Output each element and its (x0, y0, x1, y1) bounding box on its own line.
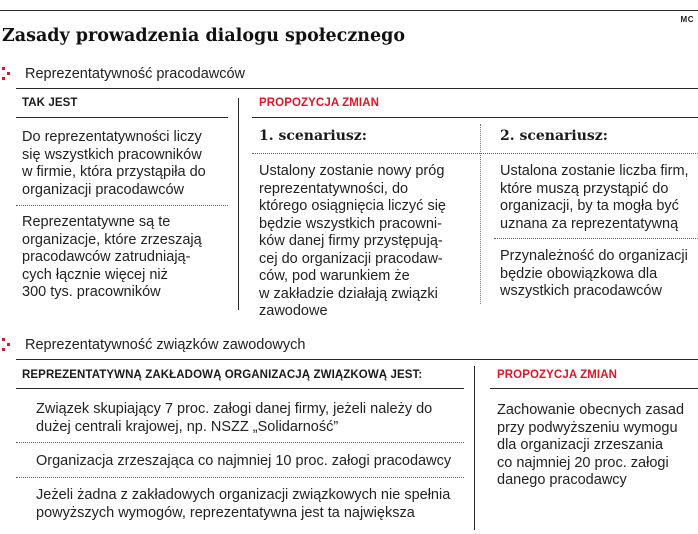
scenario-header-rule (252, 153, 698, 154)
scenario-1-title: 1. scenariusz: (259, 128, 367, 144)
union-divider-1 (16, 442, 464, 443)
union-criterion-2: Organizacja zrzeszająca co najmniej 10 proc. załogi pracodawcy (36, 453, 452, 469)
left-item-divider (16, 205, 228, 206)
right-header-rule (252, 117, 698, 118)
union-left-header-rule (16, 388, 464, 389)
scenario-2-title: 2. scenariusz: (500, 128, 608, 144)
union-criterion-1: Związek skupiający 7 proc. załogi danej firmy, jeżeli należy do dużej centrali krajowej, np. NSZZ „Solidarność” (36, 401, 433, 435)
current-rule-1: Do reprezentatywności liczy się wszystkich pracowników w firmie, która przystąpiła do organizacji pracodawców (22, 129, 206, 198)
union-right-header-rule (490, 388, 698, 389)
section-heading-text: Reprezentatywność związków zawodowych (25, 337, 306, 353)
scenario-divider (480, 124, 481, 304)
top-rule (0, 10, 698, 11)
union-proposal-header: PROPOZYCJA ZMIAN (497, 369, 618, 381)
left-header-rule (16, 117, 228, 118)
section-heading-employers (2, 66, 245, 82)
scenario-2-item-2: Przynależność do organizacji będzie obowiązkowa dla wszystkich pracodawców (500, 248, 688, 299)
section2-column-divider (474, 366, 475, 530)
scenario-2-item-divider (494, 238, 698, 239)
bullet-marker-icon (2, 338, 16, 352)
section1-column-divider (238, 98, 239, 310)
section1-top-rule (16, 88, 698, 89)
current-rule-2: Reprezentatywne są te organizacje, które zrzeszają pracodawców zatrudniają- cych łącznie więcej niż 300 tys. pracowników (22, 214, 202, 300)
brand-mark: MC (680, 15, 694, 24)
scenario-1-text: Ustalony zostanie nowy próg reprezentatywności, do którego osiągnięcia liczyć się będzie wszystkich pracowni- ków danej firmy przystępują- cej do organizacji pracodaw- ców, pod warunkiem że w zakładzie działają związki zawodowe (259, 163, 446, 319)
page-title: Zasady prowadzenia dialogu społecznego (2, 26, 406, 46)
scenario-2-item-1: Ustalona zostanie liczba firm, które muszą przystąpić do organizacji, by ta mogła być uznana za reprezentatywną (500, 163, 689, 232)
union-criteria-header: REPREZENTATYWNĄ ZAKŁADOWĄ ORGANIZACJĄ ZWIĄZKOWĄ JEST: (22, 369, 423, 381)
union-divider-2 (16, 477, 464, 478)
section2-top-rule (16, 359, 698, 360)
section-heading-unions (2, 337, 305, 353)
tak-jest-header: TAK JEST (22, 97, 78, 109)
bullet-marker-icon (2, 67, 16, 81)
union-proposal-text: Zachowanie obecnych zasad przy podwyższeniu wymogu dla organizacji zrzeszania co najmniej 20 proc. załogi danego pracodawcy (497, 402, 685, 488)
union-criterion-3: Jeżeli żadna z zakładowych organizacji związkowych nie spełnia powyższych wymogów, reprezentatywna jest ta największa (36, 487, 451, 521)
section-heading-text: Reprezentatywność pracodawców (25, 66, 246, 82)
proposal-header: PROPOZYCJA ZMIAN (259, 97, 380, 109)
